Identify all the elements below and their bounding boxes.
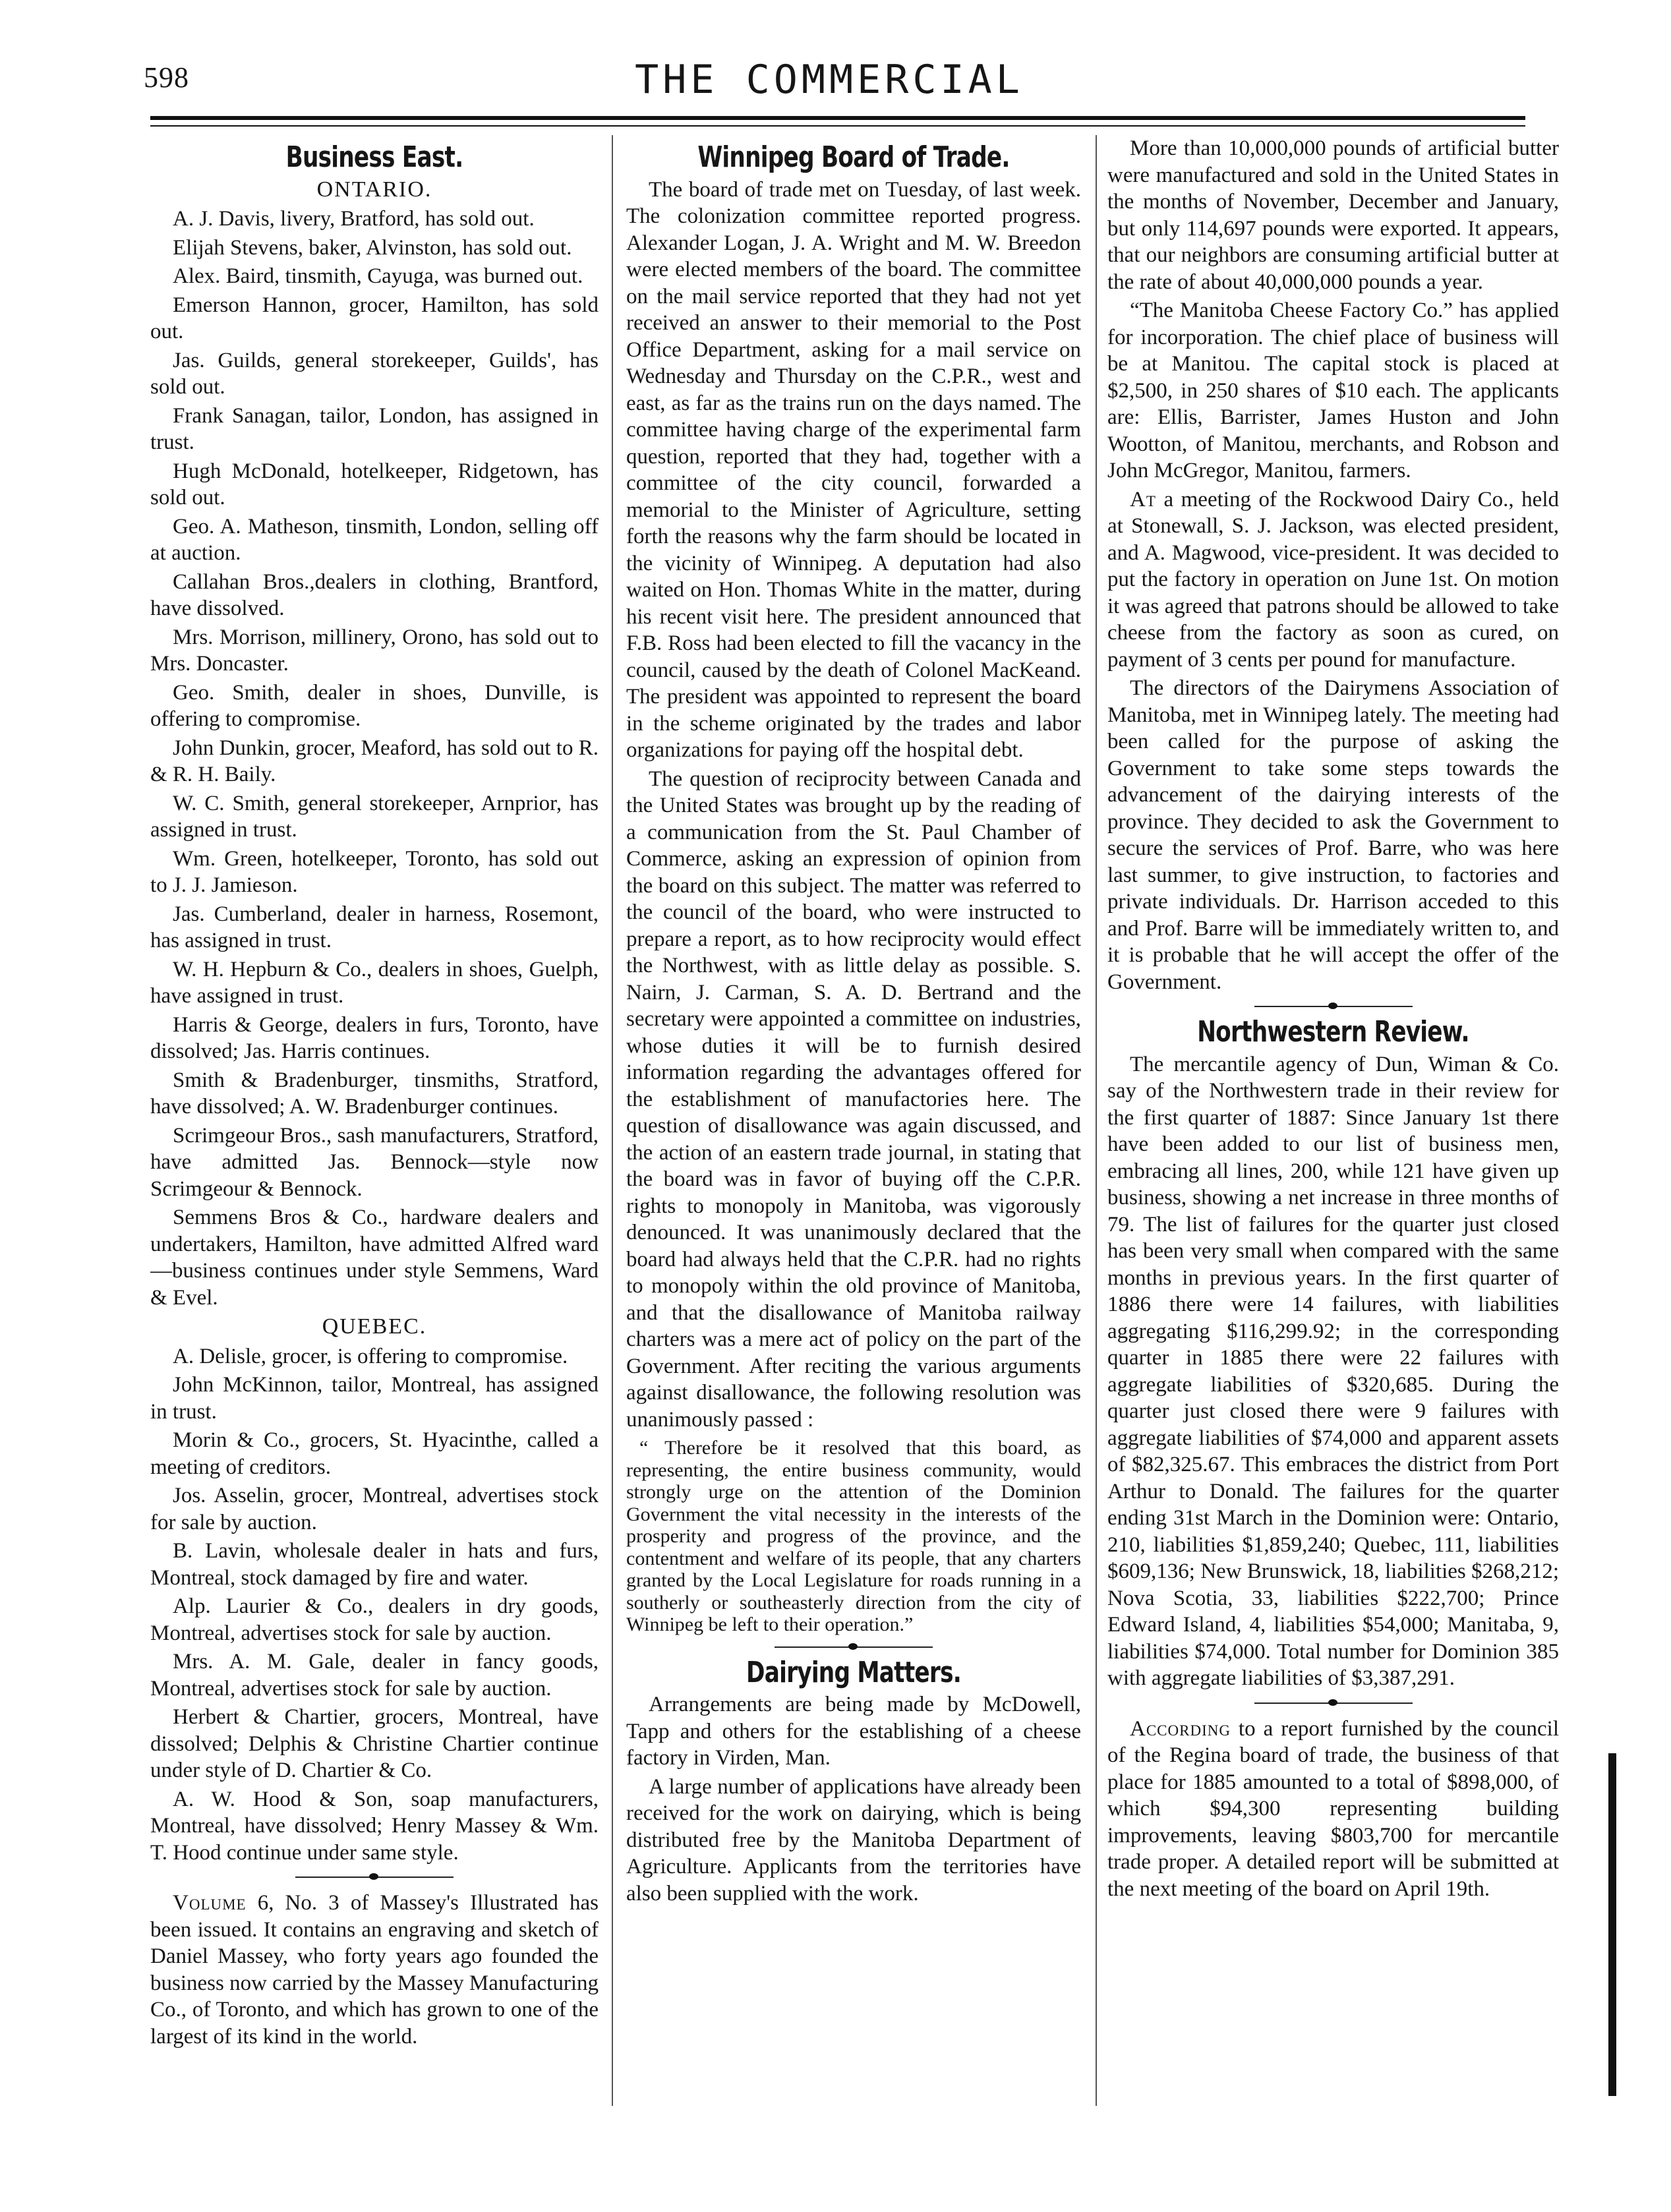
list-item: Wm. Green, hotelkeeper, Toronto, has sold out to J. J. Jamieson. (150, 846, 599, 897)
header-rule-thin (150, 125, 1525, 127)
list-item: Emerson Hannon, grocer, Hamilton, has sold out. (150, 293, 599, 343)
massey-notice (150, 1890, 599, 2050)
list-item: A. J. Davis, livery, Bratford, has sold out. (173, 207, 535, 231)
article-paragraph: A large number of applications have already been received for the work on dairying, which is being distributed free by the Manitoba Department of Agriculture. Applicants from the territories have also been supplied with the work. (626, 1774, 1081, 1906)
section-title-winnipeg-board: Winnipeg Board of Trade. (697, 140, 1010, 174)
quebec-list (150, 1343, 599, 1867)
article-paragraph: The question of reciprocity between Canada and the United States was brought up by the reading of a communication from the St. Paul Chamber of Commerce, asking an expression of opinion from the board on this subject. The matter was referred to the council of the board, who were instructed to prepare a report, as to how reciprocity would effect the Northwest, with as little delay as possible. S. Nairn, J. Carman, S. A. D. Bertrand and the secretary were appointed a committee on industries, whose duties it will be to furnish desired information regarding the advantages offered for the establishment of manufactories here. The question of disallowance was again discussed, and the action of an eastern trade journal, in stating that the board was in favor of buying off the C.P.R. rights to monopoly in Manitoba, was vigorously denounced. It was unanimously declared that the board had always held that the C.P.R. had no rights to monopoly within the old province of Manitoba, and that the disallowance of Manitoba railway charters was a mere act of policy on the part of the Government. After reciting the various arguments against disallowance, the following resolution was unanimously passed : (626, 767, 1081, 1432)
column-2 (626, 135, 1081, 2106)
resolution-quote: “ Therefore be it resolved that this board, as representing, the entire business community, would strongly urge on the attention of the Dominion Government the vital necessity in the interests of the prosperity and progress of the province, and the contentment and welfare of its people, that any charters granted by the Local Legislature for roads running in a southerly or southeasterly direction from the city of Winnipeg be left to their operation.” (626, 1437, 1081, 1635)
list-item: W. C. Smith, general storekeeper, Arnprior, has assigned in trust. (150, 791, 599, 842)
list-item: Mrs. A. M. Gale, dealer in fancy goods, Montreal, advertises stock for sale by auction. (150, 1650, 599, 1701)
list-item: Jos. Asselin, grocer, Montreal, advertises stock for sale by auction. (150, 1484, 599, 1534)
list-item: B. Lavin, wholesale dealer in hats and furs, Montreal, stock damaged by fire and water. (150, 1539, 599, 1590)
header-rule-thick (150, 116, 1525, 120)
list-item: Alex. Baird, tinsmith, Cayuga, was burned out. (173, 264, 583, 288)
column-divider (1096, 135, 1097, 2106)
section-title-dairying-matters: Dairying Matters. (746, 1655, 961, 1689)
list-item: Callahan Bros.,dealers in clothing, Brantford, have dissolved. (150, 569, 599, 620)
list-item: Harris & George, dealers in furs, Toronto, have dissolved; Jas. Harris continues. (150, 1012, 599, 1063)
lead-word: At (1130, 487, 1156, 511)
article-paragraph: The directors of the Dairymens Association of Manitoba, met in Winnipeg lately. The meeting had been called for the purpose of asking the Government to take some steps towards the advancement of the dairying interests of the province. They decided to ask the Government to secure the services of Prof. Barre, who was here last summer, to give instruction, to factories and private individuals. Dr. Harrison acceded to this and Prof. Barre will be immediately written to, and it is probable that he will accept the offer of the Government. (1107, 676, 1559, 994)
subheading-ontario: ONTARIO. (316, 177, 432, 202)
article-paragraph: More than 10,000,000 pounds of artificial butter were manufactured and sold in the United States in the months of November, December and January, but only 114,697 pounds were exported. It appears, that our neighbors are consuming artificial butter at the rate of about 40,000,000 pounds a year. (1107, 136, 1559, 294)
list-item: Elijah Stevens, baker, Alvinston, has sold out. (173, 235, 572, 260)
list-item: Herbert & Chartier, grocers, Montreal, have dissolved; Delphis & Christine Chartier continue under style of D. Chartier & Co. (150, 1705, 599, 1782)
section-title-business-east: Business East. (285, 140, 463, 174)
list-item: Frank Sanagan, tailor, London, has assigned in trust. (150, 403, 599, 454)
section-separator (1254, 1006, 1413, 1007)
list-item: John Dunkin, grocer, Meaford, has sold out to R. & R. H. Baily. (150, 736, 599, 786)
lead-word: Volume (173, 1891, 247, 1915)
list-item: Morin & Co., grocers, St. Hyacinthe, called a meeting of creditors. (150, 1428, 599, 1479)
article-paragraph: The board of trade met on Tuesday, of last week. The colonization committee reported progress. Alexander Logan, J. A. Wright and M. W. Breedon were elected members of the board. The committee on the mail service reported that they had not yet received an answer to their memorial to the Post Office Department, asking for a mail service on Wednesday and Thursday on the C.P.R., west and east, as far as the trains run on the days named. The committee having charge of the experimental farm question, reported that they had, together with a committee of the city council, forwarded a memorial to the Minister of Agriculture, setting forth the reasons why the farm should be located in the vicinity of Winnipeg. A deputation had also waited on Hon. Thomas White in the matter, during his recent visit here. The president announced that F.B. Ross had been elected to fill the vacancy in the council, caused by the death of Colonel MacKeand. The president was appointed to represent the board in the scheme originated by the trades and labor organizations for paying off the hospital debt. (626, 177, 1081, 762)
subheading-quebec: QUEBEC. (322, 1314, 427, 1339)
column-1 (150, 135, 599, 2106)
page-number: 598 (144, 61, 189, 94)
paragraph-text: a meeting of the Rockwood Dairy Co., held at Stonewall, S. J. Jackson, was elected president, and A. Magwood, vice-president. It was decided to put the factory in operation on June 1st. On motion it was agreed that patrons should be allowed to take cheese from the factory as soon as cured, on payment of 3 cents per pound for manufacture. (1107, 487, 1559, 672)
column-divider (612, 135, 613, 2106)
list-item: John McKinnon, tailor, Montreal, has assigned in trust. (150, 1373, 599, 1424)
list-item: Mrs. Morrison, millinery, Orono, has sold out to Mrs. Doncaster. (150, 625, 599, 676)
section-separator (775, 1646, 933, 1648)
article-paragraph: Arrangements are being made by McDowell, Tapp and others for the establishing of a cheese factory in Virden, Man. (626, 1693, 1081, 1770)
lead-word: According (1130, 1716, 1231, 1741)
list-item: W. H. Hepburn & Co., dealers in shoes, Guelph, have assigned in trust. (150, 957, 599, 1008)
list-item: Alp. Laurier & Co., dealers in dry goods, Montreal, advertises stock for sale by auction. (150, 1594, 599, 1645)
article-paragraph: “The Manitoba Cheese Factory Co.” has applied for incorporation. The chief place of business will be at Manitou. The capital stock is placed at $2,500, in 250 shares of $10 each. The applicants are: Ellis, Barrister, James Huston and John Wootton, of Manitou, merchants, and Robson and John McGregor, Manitou, farmers. (1107, 299, 1559, 482)
column-3 (1107, 135, 1559, 2106)
scan-edge-mark (1608, 1753, 1616, 2096)
list-item: Jas. Cumberland, dealer in harness, Rosemont, has assigned in trust. (150, 902, 599, 952)
list-item: Smith & Bradenburger, tinsmiths, Stratford, have dissolved; A. W. Bradenburger continues. (150, 1068, 599, 1119)
ontario-list (150, 206, 599, 1311)
masthead-title: THE COMMERCIAL (635, 57, 1024, 103)
list-item: A. W. Hood & Son, soap manufacturers, Montreal, have dissolved; Henry Massey & Wm. T. Hood continue under same style. (150, 1787, 599, 1865)
notice-text: 6, No. 3 of Massey's Illustrated has been issued. It contains an engraving and sketch of Daniel Massey, who forty years ago founded the business now carried by the Massey Manufacturing Co., of Toronto, and which has grown to one of the largest of its kind in the world. (150, 1891, 599, 2049)
list-item: Jas. Guilds, general storekeeper, Guilds', has sold out. (150, 348, 599, 399)
list-item: Semmens Bros & Co., hardware dealers and undertakers, Hamilton, have admitted Alfred ward—business continues under style Semmens, Ward & Evel. (150, 1206, 599, 1310)
paragraph-text: to a report furnished by the council of the Regina board of trade, the business of that place for 1885 amounted to a total of $898,000, of which $94,300 representing building improvements, leaving $803,700 for mercantile trade proper. A detailed report will be submitted at the next meeting of the board on April 19th. (1107, 1716, 1559, 1901)
page-header (144, 57, 1515, 123)
list-item: Scrimgeour Bros., sash manufacturers, Stratford, have admitted Jas. Bennock—style now Scrimgeour & Bennock. (150, 1123, 599, 1201)
list-item: Geo. Smith, dealer in shoes, Dunville, is offering to compromise. (150, 680, 599, 731)
article-paragraph (1107, 1716, 1559, 1903)
article-paragraph: The mercantile agency of Dun, Wiman & Co. say of the Northwestern trade in their review for the first quarter of 1887: Since January 1st there have been added to our list of business men, embracing all lines, 200, while 121 have given up business, showing a net increase in three months of 79. The list of failures for the quarter just closed has been very small when compared with the same months in previous years. In the first quarter of 1886 there were 14 failures, with liabilities aggregating $116,299.92; in the corresponding quarter in 1885 there were 22 failures with aggregate liabilities of $320,685. During the quarter just closed there were 9 failures with aggregate liabilities of $74,000 and apparent assets of $82,325.67. This embraces the district from Port Arthur to Donald. The failures for the quarter ending 31st March in the Dominion were: Ontario, 210, liabilities $1,859,240; Quebec, 111, liabilities $609,136; New Brunswick, 18, liabilities $268,212; Nova Scotia, 33, liabilities $222,700; Prince Edward Island, 4, liabilities $54,000; Manitaba, 9, liabilities $74,000. Total number for Dominion 385 with aggregate liabilities of $3,387,291. (1107, 1052, 1559, 1690)
list-item: A. Delisle, grocer, is offering to compromise. (173, 1344, 568, 1368)
section-separator (295, 1877, 454, 1878)
section-separator (1254, 1703, 1413, 1704)
section-title-northwestern-review: Northwestern Review. (1197, 1015, 1469, 1049)
list-item: Hugh McDonald, hotelkeeper, Ridgetown, has sold out. (150, 459, 599, 509)
list-item: Geo. A. Matheson, tinsmith, London, selling off at auction. (150, 514, 599, 565)
article-paragraph (1107, 486, 1559, 674)
